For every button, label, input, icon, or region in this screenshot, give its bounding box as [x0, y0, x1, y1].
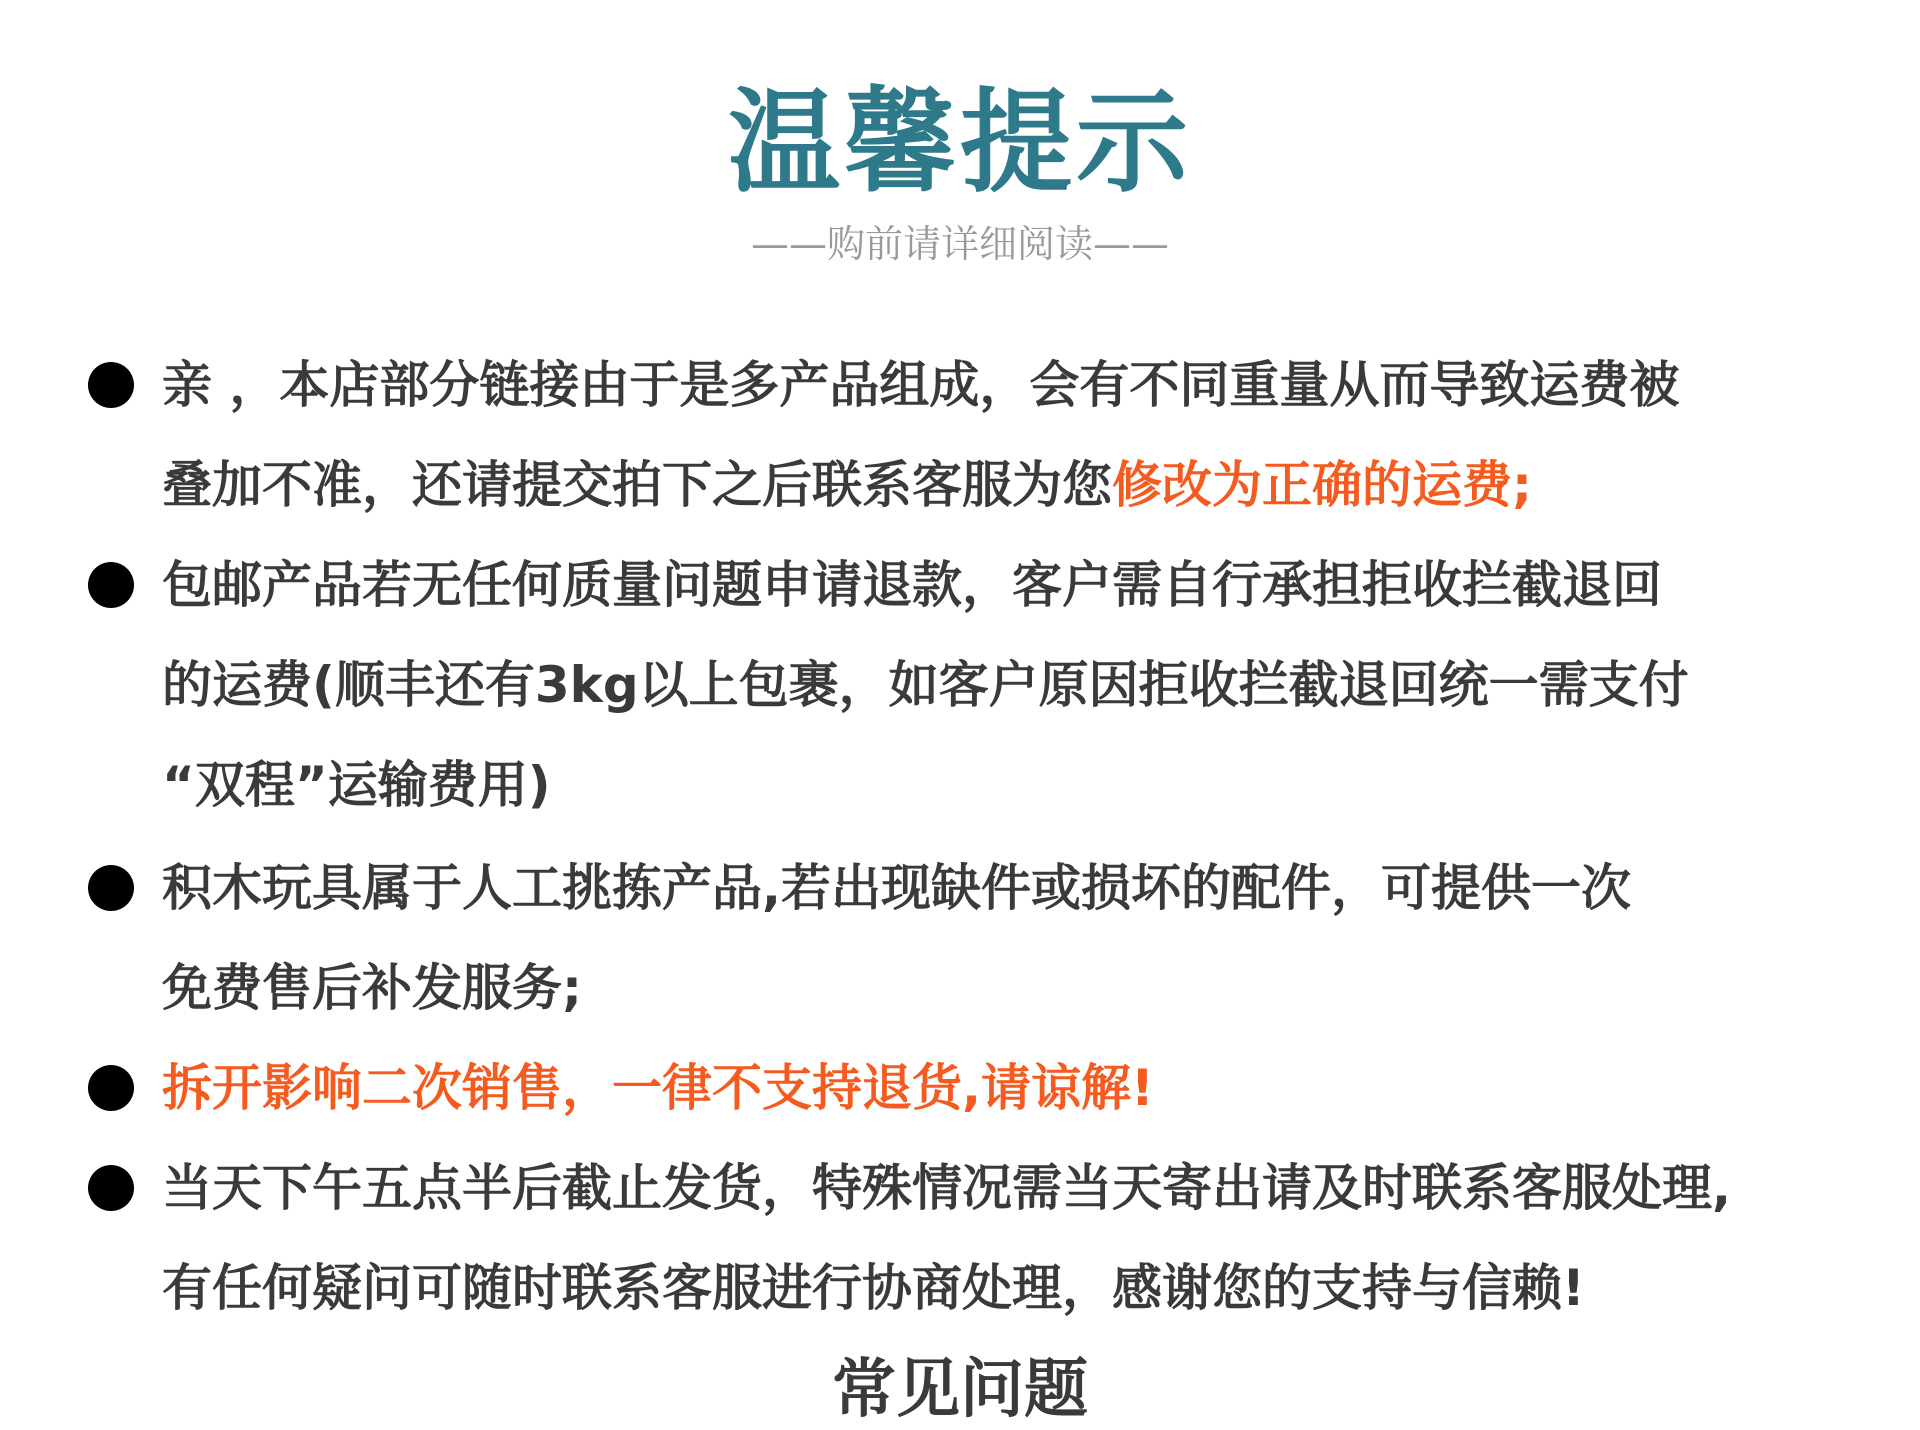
notice-line: “双程”运输费用): [162, 756, 551, 814]
notice-text: [162, 335, 1888, 535]
notice-highlight: 修改为正确的运费;: [1112, 456, 1532, 514]
notice-line: 积木玩具属于人工挑拣产品,若出现缺件或损坏的配件，可提供一次: [162, 859, 1631, 917]
notice-text: [162, 1038, 1888, 1138]
bullet-icon: [88, 1065, 134, 1111]
notice-line: 亲 ，本店部分链接由于是多产品组成，会有不同重量从而导致运费被: [162, 356, 1680, 414]
notice-line: 免费售后补发服务;: [162, 959, 582, 1017]
bullet-icon: [88, 362, 134, 408]
bullet-icon: [88, 865, 134, 911]
page-title: 温馨提示: [728, 78, 1192, 208]
notice-line: [162, 435, 1888, 535]
notice-line: 当天下午五点半后截止发货，特殊情况需当天寄出请及时联系客服处理,: [162, 1159, 1731, 1217]
bullet-icon: [88, 1165, 134, 1211]
notice-text: [162, 535, 1888, 835]
notice-line-text: 叠加不准，还请提交拍下之后联系客服为您: [162, 456, 1112, 514]
notice-line: 有任何疑问可随时联系客服进行协商处理，感谢您的支持与信赖!: [162, 1259, 1585, 1317]
notice-line: 包邮产品若无任何质量问题申请退款，客户需自行承担拒收拦截退回: [162, 556, 1662, 614]
notice-text: [162, 838, 1888, 1038]
notice-text: [162, 1138, 1888, 1338]
bullet-icon: [88, 562, 134, 608]
next-section-heading: 常见问题: [832, 1353, 1088, 1427]
notice-highlight: 拆开影响二次销售，一律不支持退货,请谅解!: [162, 1059, 1154, 1117]
notice-line: 的运费(顺丰还有3kg以上包裹，如客户原因拒收拦截退回统一需支付: [162, 656, 1689, 714]
page-subtitle: ——购前请详细阅读——: [750, 222, 1169, 266]
